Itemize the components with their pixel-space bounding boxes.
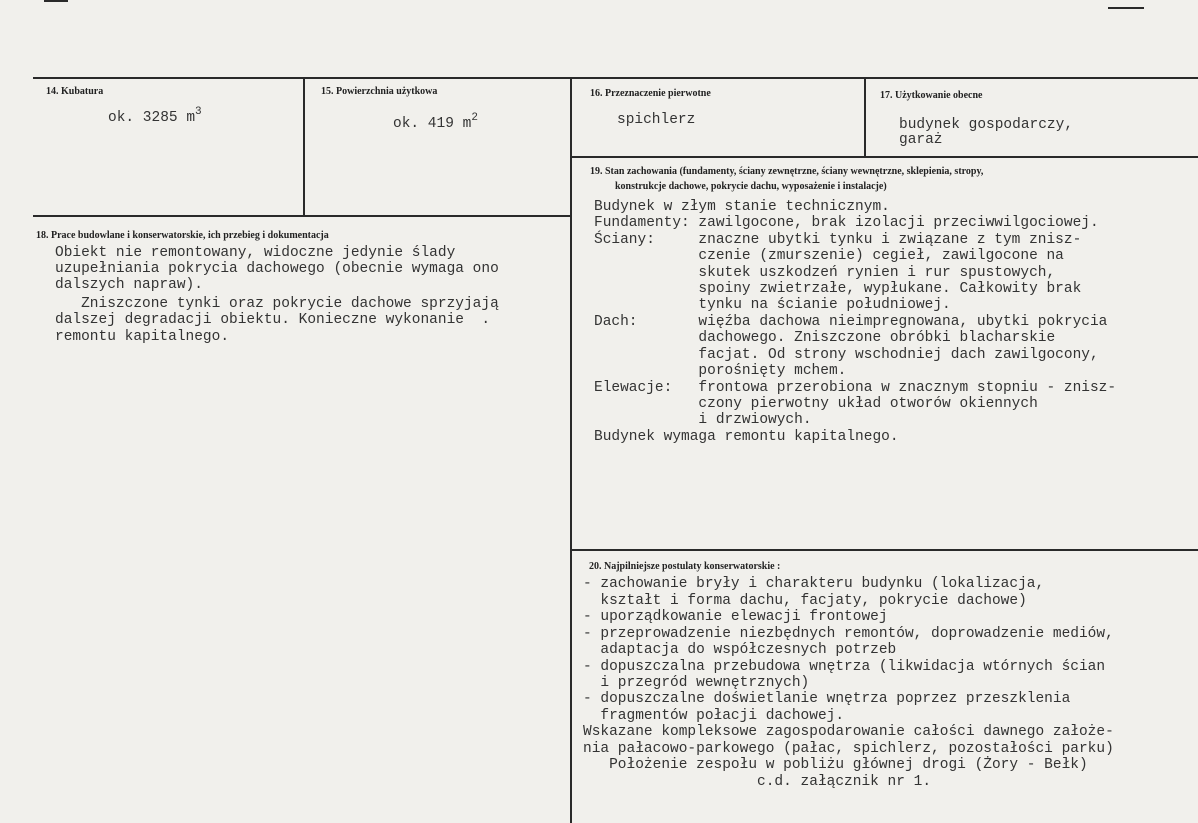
stan-line: Dach: więźba dachowa nieimpregnowana, ubytki pokrycia (594, 314, 1108, 330)
stan-line: czony pierwotny układ otworów okiennych (594, 396, 1038, 412)
postulaty-line: fragmentów połacji dachowej. (583, 708, 845, 724)
stan-line: Elewacje: frontowa przerobiona w znacznym stopniu - znisz- (594, 380, 1117, 396)
edge-mark-right (1108, 7, 1144, 9)
kubatura-value (108, 106, 202, 127)
stan-line: facjat. Od strony wschodniej dach zawilgocony, (594, 347, 1099, 363)
divider-left-right (570, 77, 572, 823)
przeznaczenie-value: spichlerz (617, 112, 696, 128)
prace-line: Zniszczone tynki oraz pokrycie dachowe sprzyjają (55, 296, 499, 312)
powierzchnia-label: 15. Powierzchnia użytkowa (321, 86, 438, 97)
powierzchnia-unit-exponent: 2 (471, 112, 478, 124)
stan-line: czenie (zmurszenie) cegieł, zawilgocone na (594, 248, 1064, 264)
przeznaczenie-label: 16. Przeznaczenie pierwotne (590, 88, 711, 99)
rule-under-14-15 (33, 215, 571, 217)
uzytkowanie-line: budynek gospodarczy, (899, 117, 1074, 133)
stan-line: porośnięty mchem. (594, 363, 847, 379)
stan-line: spoiny zwietrzałe, wypłukane. Całkowity brak (594, 281, 1082, 297)
postulaty-line: Położenie zespołu w pobliżu głównej drogi (Żory - Bełk) (583, 757, 1088, 773)
prace-budowlane-label: 18. Prace budowlane i konserwatorskie, ich przebieg i dokumentacja (36, 230, 329, 241)
kubatura-unit-exponent: 3 (195, 106, 202, 118)
postulaty-line: kształt i forma dachu, facjaty, pokrycie dachowe) (583, 593, 1027, 609)
stan-line: Budynek wymaga remontu kapitalnego. (594, 429, 899, 445)
prace-line: dalszych napraw). (55, 277, 203, 293)
prace-line: uzupełniania pokrycia dachowego (obecnie wymaga ono (55, 261, 499, 277)
postulaty-line: - uporządkowanie elewacji frontowej (583, 609, 888, 625)
kubatura-number: ok. 3285 m (108, 110, 196, 126)
kubatura-label: 14. Kubatura (46, 86, 104, 97)
uzytkowanie-label: 17. Użytkowanie obecne (880, 90, 983, 101)
postulaty-line: - przeprowadzenie niezbędnych remontów, doprowadzenie mediów, (583, 626, 1114, 642)
postulaty-line: - dopuszczalne doświetlanie wnętrza poprzez przeszklenia (583, 691, 1071, 707)
powierzchnia-value (393, 112, 478, 133)
divider-16-17 (864, 77, 866, 157)
prace-line: remontu kapitalnego. (55, 329, 230, 345)
rule-above-20 (570, 549, 1198, 551)
postulaty-line: adaptacja do współczesnych potrzeb (583, 642, 897, 658)
stan-zachowania-label: 19. Stan zachowania (fundamenty, ściany zewnętrzne, ściany wewnętrzne, sklepienia, stropy, (590, 166, 984, 177)
stan-line: tynku na ścianie południowej. (594, 297, 951, 313)
stan-zachowania-label-cont: konstrukcje dachowe, pokrycie dachu, wyposażenie i instalacje) (615, 181, 887, 192)
stan-line: Fundamenty: zawilgocone, brak izolacji przeciwwilgociowej. (594, 215, 1099, 231)
postulaty-line: Wskazane kompleksowe zagospodarowanie całości dawnego założe- (583, 724, 1114, 740)
stan-line: skutek uszkodzeń rynien i rur spustowych, (594, 265, 1056, 281)
uzytkowanie-line: garaż (899, 132, 943, 148)
postulaty-line: - zachowanie bryły i charakteru budynku (lokalizacja, (583, 576, 1045, 592)
prace-line: dalszej degradacji obiektu. Konieczne wykonanie . (55, 312, 491, 328)
rule-under-16-17 (570, 156, 1198, 158)
edge-mark-left (44, 0, 68, 2)
postulaty-line: nia pałacowo-parkowego (pałac, spichlerz, pozostałości parku) (583, 741, 1114, 757)
postulaty-line: c.d. załącznik nr 1. (583, 774, 932, 790)
stan-line: Budynek w złym stanie technicznym. (594, 199, 890, 215)
divider-14-15 (303, 77, 305, 216)
stan-line: dachowego. Zniszczone obróbki blacharskie (594, 330, 1056, 346)
top-rule (33, 77, 1198, 79)
postulaty-line: i przegród wewnętrznych) (583, 675, 810, 691)
postulaty-label: 20. Najpilniejsze postulaty konserwatorskie : (589, 561, 781, 572)
powierzchnia-number: ok. 419 m (393, 116, 472, 132)
prace-line: Obiekt nie remontowany, widoczne jedynie ślady (55, 245, 456, 261)
stan-line: i drzwiowych. (594, 412, 812, 428)
stan-line: Ściany: znaczne ubytki tynku i związane z tym znisz- (594, 232, 1082, 248)
postulaty-line: - dopuszczalna przebudowa wnętrza (likwidacja wtórnych ścian (583, 659, 1106, 675)
